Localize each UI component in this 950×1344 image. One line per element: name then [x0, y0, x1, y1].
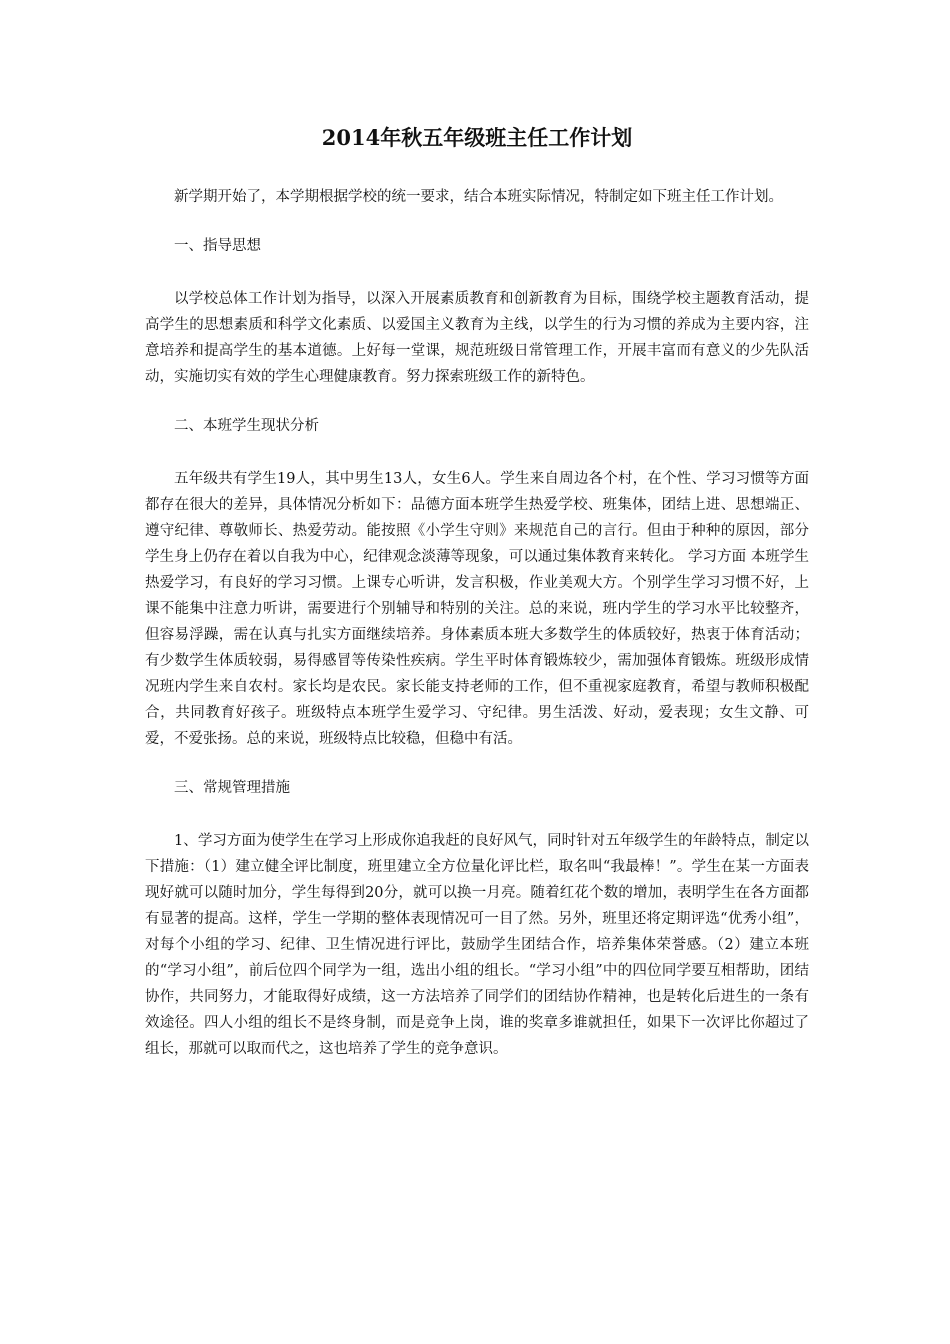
document-title: 2014年秋五年级班主任工作计划 — [321, 125, 633, 150]
section-body-management-measures: 1、学习方面为使学生在学习上形成你追我赶的良好风气，同时针对五年级学生的年龄特点，制定以下措施：（1）建立健全评比制度，班里建立全方位量化评比栏，取名叫“我最棒！”。学生在某一方面表现好就可以随时加分，学生每得到20分，就可以换一月亮。随着红花个数的增加，表明学生在各方面都有显著的提高。这样，学生一学期的整体表现情况可一目了然。另外，班里还将定期评选“优秀小组”，对每个小组的学习、纪律、卫生情况进行评比，鼓励学生团结合作，培养集体荣誉感。（2）建立本班的“学习小组”，前后位四个同学为一组，选出小组的组长。“学习小组”中的四位同学要互相帮助，团结协作，共同努力，才能取得好成绩，这一方法培养了同学们的团结协作精神，也是转化后进生的一条有效途径。四人小组的组长不是终身制，而是竞争上岗，谁的奖章多谁就担任，如果下一次评比你超过了组长，那就可以取而代之，这也培养了学生的竞争意识。 — [145, 833, 809, 1057]
section-heading-guiding-thought: 一、指导思想 — [174, 238, 261, 254]
section-heading-class-analysis: 二、本班学生现状分析 — [174, 418, 319, 434]
intro-paragraph: 新学期开始了，本学期根据学校的统一要求，结合本班实际情况，特制定如下班主任工作计划。 — [174, 189, 783, 205]
section-body-class-analysis: 五年级共有学生19人，其中男生13人，女生6人。学生来自周边各个村，在个性、学习习惯等方面都存在很大的差异，具体情况分析如下：品德方面本班学生热爱学校、班集体，团结上进、思想端正、遵守纪律、尊敬师长、热爱劳动。能按照《小学生守则》来规范自己的言行。但由于种种的原因，部分学生身上仍存在着以自我为中心，纪律观念淡薄等现象，可以通过集体教育来转化。 学习方面 本班学生热爱学习，有良好的学习习惯。上课专心听讲，发言积极，作业美观大方。个别学生学习习惯不好，上课不能集中注意力听讲，需要进行个别辅导和特别的关注。总的来说，班内学生的学习水平比较整齐，但容易浮躁，需在认真与扎实方面继续培养。身体素质本班大多数学生的体质较好，热衷于体育活动；有少数学生体质较弱，易得感冒等传染性疾病。学生平时体育锻炼较少，需加强体育锻炼。班级形成情况班内学生来自农村。家长均是农民。家长能支持老师的工作，但不重视家庭教育，希望与教师积极配合，共同教育好孩子。班级特点本班学生爱学习、守纪律。男生活泼、好动，爱表现；女生文静、可爱，不爱张扬。总的来说，班级特点比较稳，但稳中有活。 — [145, 471, 809, 747]
section-body-guiding-thought: 以学校总体工作计划为指导，以深入开展素质教育和创新教育为目标，围绕学校主题教育活动，提高学生的思想素质和科学文化素质、以爱国主义教育为主线，以学生的行为习惯的养成为主要内容，注意培养和提高学生的基本道德。上好每一堂课，规范班级日常管理工作，开展丰富而有意义的少先队活动，实施切实有效的学生心理健康教育。努力探索班级工作的新特色。 — [145, 291, 809, 385]
document-page — [145, 118, 809, 1085]
section-heading-management-measures: 三、常规管理措施 — [174, 780, 290, 796]
